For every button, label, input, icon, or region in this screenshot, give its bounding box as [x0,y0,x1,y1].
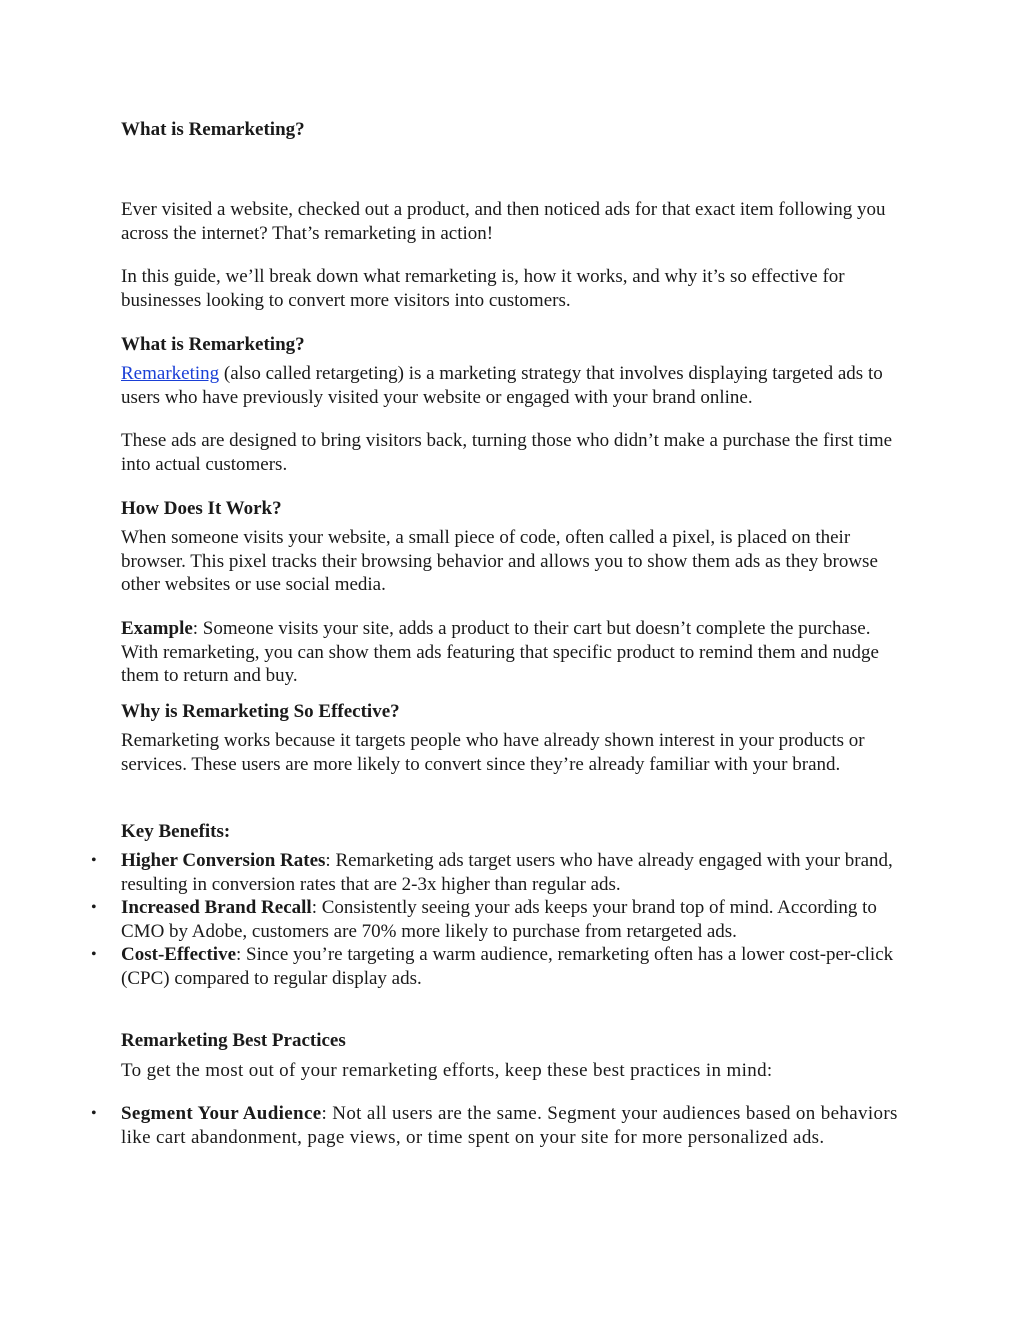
intro-paragraph-1: Ever visited a website, checked out a product, and then noticed ads for that exact item following you across the internet? That’s remarketing in action! [121,199,886,244]
benefit-term: Increased Brand Recall [121,897,312,918]
benefit-term: Higher Conversion Rates [121,850,326,871]
example-paragraph [121,617,911,688]
benefit-text: : Since you’re targeting a warm audience, remarketing often has a lower cost-per-click (CPC) compared to regular display ads. [121,944,894,989]
why-paragraph-1: Remarketing works because it targets people who have already shown interest in your products or services. These users are more likely to convert since they’re already familiar with your brand. [121,730,865,775]
section-heading-how: How Does It Work? [121,498,282,519]
what-paragraph-1 [121,362,911,409]
section-heading-what: What is Remarketing? [121,334,305,355]
benefit-text: : Remarketing ads target users who have already engaged with your brand, resulting in conversion rates that are 2-3x higher than regular ads. [121,850,893,895]
example-text: : Someone visits your site, adds a product to their cart but doesn’t complete the purchase. With remarketing, you can show them ads featuring that specific product to remind them and nudge them to return and buy. [121,618,879,686]
what-paragraph-1-text: (also called retargeting) is a marketing strategy that involves displaying targeted ads to users who have previously visited your website or engaged with your brand online. [121,363,883,408]
practice-text: : Not all users are the same. Segment your audiences based on behaviors like cart abandonment, page views, or time spent on your site for more personalized ads. [121,1103,898,1148]
practice-term: Segment Your Audience [121,1103,322,1124]
intro-paragraph-2: In this guide, we’ll break down what remarketing is, how it works, and why it’s so effective for businesses looking to convert more visitors into customers. [121,266,845,311]
benefit-term: Cost-Effective [121,944,237,965]
list-item [91,943,911,990]
how-paragraph-1: When someone visits your website, a small piece of code, often called a pixel, is placed on their browser. This pixel tracks their browsing behavior and allows you to show them ads as they browse other websites or use social media. [121,527,878,595]
list-item [91,1102,911,1149]
benefits-list [91,849,911,990]
benefit-text: : Consistently seeing your ads keeps your brand top of mind. According to CMO by Adobe, customers are 70% more likely to purchase from retargeted ads. [121,897,877,942]
practices-list [91,1102,911,1149]
document-title: What is Remarketing? [121,119,305,140]
list-item [91,849,911,896]
example-label: Example [121,618,193,639]
key-benefits-heading: Key Benefits: [121,821,231,842]
remarketing-link[interactable]: Remarketing [121,363,220,384]
bullet-icon: • [91,946,97,963]
bullet-icon: • [91,852,97,869]
what-paragraph-2: These ads are designed to bring visitors back, turning those who didn’t make a purchase the first time into actual customers. [121,430,893,475]
section-heading-why: Why is Remarketing So Effective? [121,701,400,722]
bullet-icon: • [91,899,97,916]
bullet-icon: • [91,1105,97,1122]
list-item [91,896,911,943]
section-heading-practices: Remarketing Best Practices [121,1030,346,1051]
practices-intro: To get the most out of your remarketing efforts, keep these best practices in mind: [121,1060,773,1081]
